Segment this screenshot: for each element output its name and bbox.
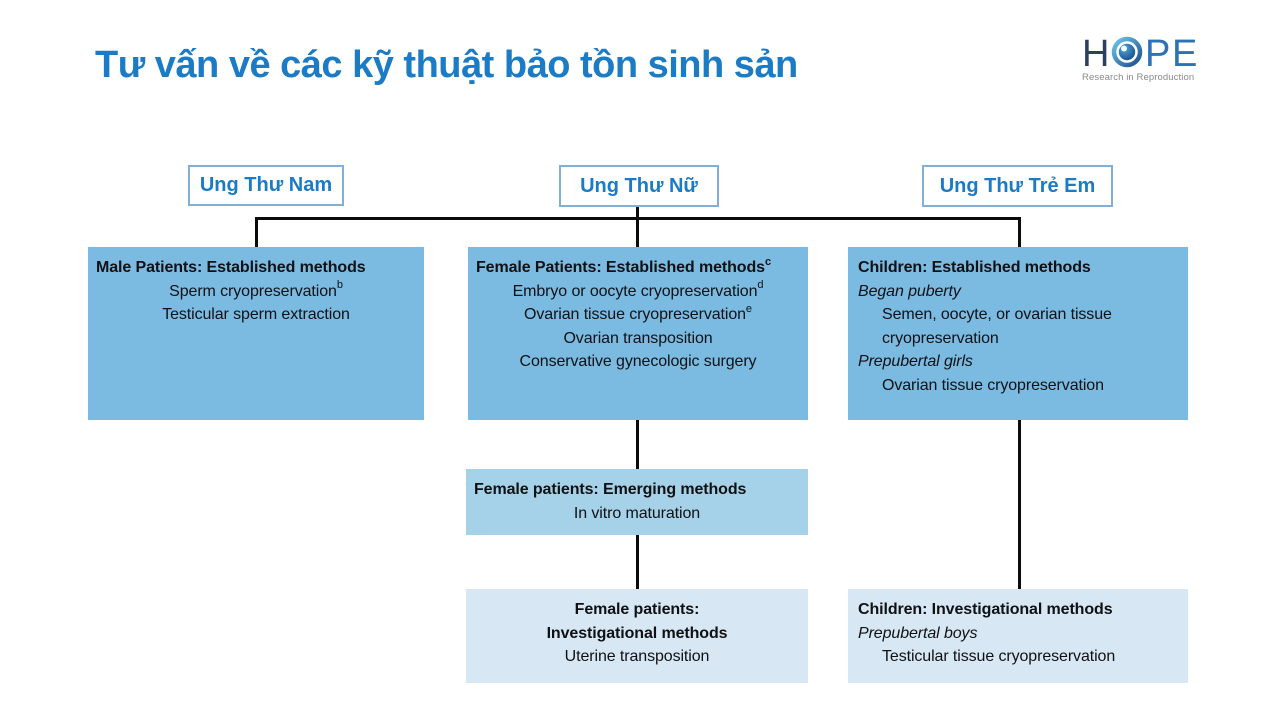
box-title: Female patients: Emerging methods <box>474 481 747 498</box>
box-title: Children: Investigational methods <box>858 601 1113 618</box>
header-male-cancer-label: Ung Thư Nam <box>199 174 333 196</box>
logo-letter-h: H <box>1082 33 1110 74</box>
box-title: Female patients: <box>574 601 700 618</box>
box-item: In vitro maturation <box>573 504 701 522</box>
box-title: Male Patients: Established methods <box>96 259 366 276</box>
box-item: Ovarian tissue cryopreservation$^e$ <box>524 302 752 323</box>
eye-icon <box>1114 39 1140 65</box>
header-children-cancer <box>922 165 1113 207</box>
box-female-emerging <box>466 469 808 535</box>
box-item: Embryo or oocyte cryopreservation$^d$ <box>512 279 764 300</box>
slide-title: Tư vấn về các kỹ thuật bảo tồn sinh sản <box>95 44 798 86</box>
box-item: Testicular tissue cryopreservation <box>882 648 1116 665</box>
footnote-mark: e <box>745 302 752 315</box>
box-male-established <box>88 247 424 420</box>
hope-logo <box>1082 28 1204 83</box>
box-item: Conservative gynecologic surgery <box>519 353 757 370</box>
connector-drop-children <box>1018 217 1021 247</box>
box-item: Sperm cryopreservation$^b$ <box>169 279 343 300</box>
box-children-established <box>848 247 1188 420</box>
box-group-label: Began puberty <box>858 282 961 300</box>
header-children-cancer-label: Ung Thư Trẻ Em <box>939 174 1096 197</box>
box-group-label: Prepubertal boys <box>858 624 978 642</box>
header-female-cancer-label: Ung Thư Nữ <box>580 174 698 197</box>
footnote-mark: b <box>336 279 343 292</box>
footnote-mark: d <box>757 279 764 292</box>
box-female-investigational <box>466 589 808 683</box>
logo-letter-e: E <box>1172 33 1198 74</box>
connector-drop-female <box>636 217 639 247</box>
box-children-investigational <box>848 589 1188 683</box>
box-title: Children: Established methods <box>858 259 1091 276</box>
box-female-established <box>468 247 808 420</box>
header-male-cancer <box>188 165 344 206</box>
header-female-cancer <box>559 165 719 207</box>
connector-children-to-investigational <box>1018 420 1021 589</box>
logo-letter-p: P <box>1145 33 1171 74</box>
connector-emerging-to-investigational <box>636 535 639 589</box>
connector-drop-male <box>255 217 258 247</box>
footnote-mark: c <box>764 255 771 268</box>
box-item: Uterine transposition <box>564 648 710 665</box>
box-item: Semen, oocyte, or ovarian tissue cryopreservation <box>882 306 1112 347</box>
box-title: Investigational methods <box>546 624 728 642</box>
box-item: Ovarian tissue cryopreservation <box>882 376 1104 394</box>
box-group-label: Prepubertal girls <box>858 353 973 370</box>
box-item: Testicular sperm extraction <box>162 306 350 323</box>
hope-logo-graphic <box>1082 28 1204 74</box>
connector-female-to-emerging <box>636 420 639 469</box>
box-item: Ovarian transposition <box>563 329 713 347</box>
logo-tagline: Research in Reproduction <box>1082 72 1195 83</box>
box-title: Female Patients: Established methods$^c$ <box>476 255 771 276</box>
